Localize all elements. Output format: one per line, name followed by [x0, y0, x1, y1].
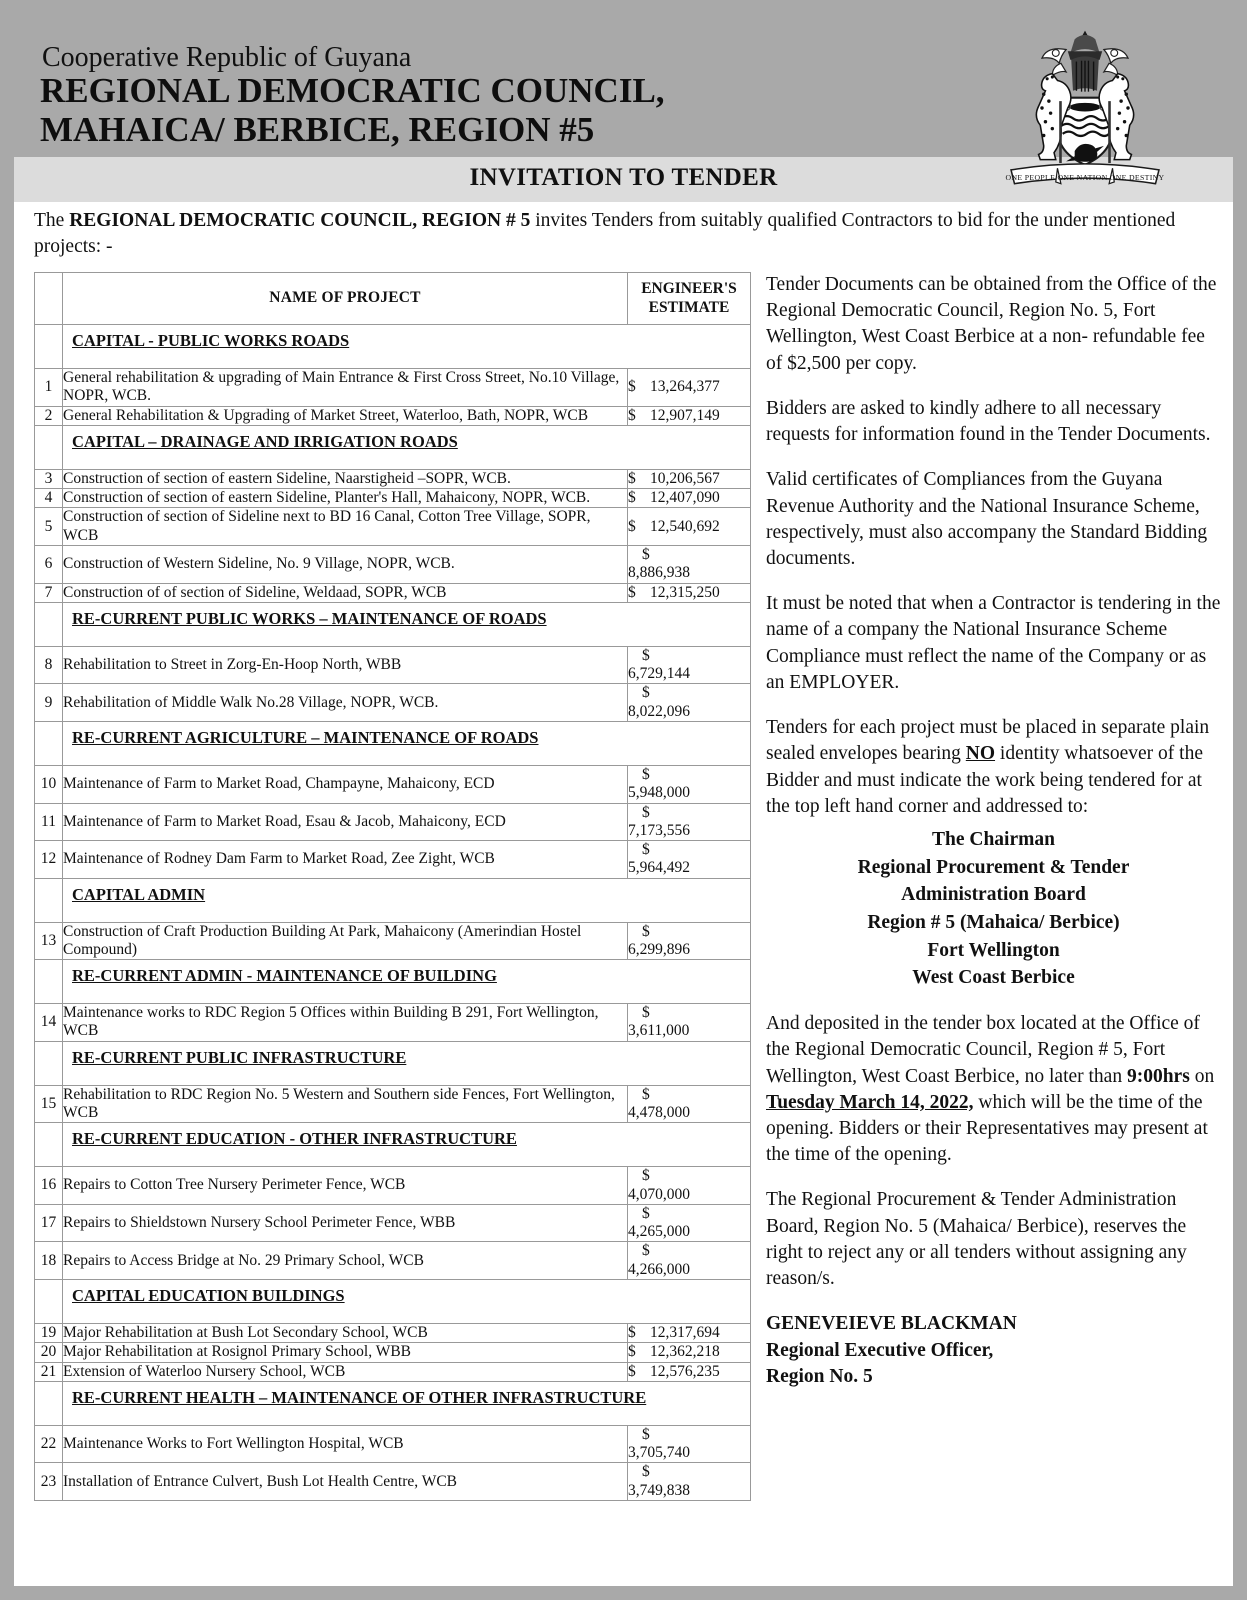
category-label-cell: [63, 1280, 751, 1324]
estimate-amount: 6,729,144: [628, 665, 690, 683]
notice-deposit-on: on: [1189, 1065, 1215, 1087]
estimate-amount: 12,407,090: [650, 489, 720, 507]
project-name-cell: Rehabilitation of Middle Walk No.28 Village, NOPR, WCB.: [63, 684, 628, 722]
table-row: [35, 1425, 751, 1463]
notice-envelopes-part1: Tenders for each project must be placed in separate plain sealed envelopes bearing: [766, 717, 1210, 765]
project-name-cell: Installation of Entrance Culvert, Bush Lot Health Centre, WCB: [63, 1463, 628, 1501]
engineers-estimate-cell: [628, 508, 751, 546]
intro-bold-council: REGIONAL DEMOCRATIC COUNCIL, REGION # 5: [69, 210, 531, 231]
table-row: [35, 922, 751, 960]
engineers-estimate-cell: [628, 1343, 751, 1362]
estimate-amount: 12,907,149: [650, 406, 720, 424]
column-header-index: [35, 273, 63, 325]
table-category-row: [35, 721, 751, 765]
category-label: RE-CURRENT HEALTH – MAINTENANCE OF OTHER INFRASTRUCTURE: [72, 1387, 647, 1407]
table-row: [35, 508, 751, 546]
category-label-cell: [63, 878, 751, 922]
estimate-amount: 3,705,740: [628, 1444, 690, 1462]
category-label: RE-CURRENT AGRICULTURE – MAINTENANCE OF ROADS: [72, 727, 539, 747]
table-row: [35, 1167, 751, 1205]
currency-symbol: $: [642, 1004, 650, 1022]
table-row: [35, 1085, 751, 1123]
category-label: RE-CURRENT EDUCATION - OTHER INFRASTRUCTURE: [72, 1129, 517, 1149]
table-row: [35, 841, 751, 879]
engineers-estimate-cell: [628, 646, 751, 684]
guyana-coat-of-arms-icon: [999, 22, 1171, 194]
estimate-amount: 10,206,567: [650, 469, 720, 487]
estimate-amount: 8,022,096: [628, 702, 690, 720]
table-category-row: [35, 1381, 751, 1425]
address-line: Region # 5 (Mahaica/ Berbice): [867, 912, 1120, 933]
table-row: [35, 1004, 751, 1042]
table-row: [35, 1463, 751, 1501]
notice-no-identity-emphasis: NO: [965, 743, 996, 765]
address-line: Administration Board: [901, 884, 1086, 906]
currency-symbol: $: [642, 841, 650, 859]
table-row: [35, 765, 751, 803]
estimate-amount: 5,964,492: [628, 859, 690, 877]
engineers-estimate-cell: [628, 1425, 751, 1463]
table-row: [35, 469, 751, 488]
address-line: The Chairman: [932, 828, 1055, 850]
currency-symbol: $: [642, 545, 650, 563]
row-index-cell: 2: [35, 406, 63, 425]
table-row: [35, 583, 751, 602]
estimate-amount: 4,266,000: [628, 1260, 690, 1278]
signature-block: [766, 1311, 1221, 1391]
category-label: RE-CURRENT PUBLIC WORKS – MAINTENANCE OF ROADS: [72, 608, 547, 628]
row-index-cell: 15: [35, 1085, 63, 1123]
category-label-cell: [63, 1041, 751, 1085]
row-index-cell: 10: [35, 765, 63, 803]
category-label-cell: [63, 325, 751, 369]
currency-symbol: $: [642, 1167, 650, 1185]
currency-symbol: $: [642, 1463, 650, 1481]
engineers-estimate-cell: [628, 1324, 751, 1343]
engineers-estimate-cell: [628, 803, 751, 841]
estimate-amount: 4,265,000: [628, 1223, 690, 1241]
projects-table: [34, 272, 751, 1501]
country-name: Cooperative Republic of Guyana: [42, 42, 412, 73]
engineers-estimate-cell: [628, 841, 751, 879]
project-name-cell: Major Rehabilitation at Bush Lot Secondary School, WCB: [63, 1324, 628, 1343]
table-row: [35, 406, 751, 425]
projects-table-wrapper: [34, 272, 750, 1501]
engineers-estimate-cell: [628, 684, 751, 722]
project-name-cell: Repairs to Access Bridge at No. 29 Primary School, WCB: [63, 1242, 628, 1280]
engineers-estimate-cell: [628, 1085, 751, 1123]
row-index-cell: 5: [35, 508, 63, 546]
notice-company-nis: It must be noted that when a Contractor is tendering in the name of a company the National Insurance Scheme Compliance must reflect the name of the Company or as an EMPLOYER.: [766, 593, 1221, 693]
project-name-cell: Repairs to Shieldstown Nursery School Perimeter Fence, WBB: [63, 1204, 628, 1242]
project-name-cell: Maintenance of Farm to Market Road, Champayne, Mahaicony, ECD: [63, 765, 628, 803]
currency-symbol: $: [628, 469, 636, 487]
notice-compliance-certificates: Valid certificates of Compliances from the Guyana Revenue Authority and the National Insurance Scheme, respectively, must also accompany the Standard Bidding documents.: [766, 469, 1208, 569]
currency-symbol: $: [642, 1085, 650, 1103]
notice-deposit-part2: which will be the time of the opening. Bidders or their Representatives may present at the time of the opening.: [766, 1091, 1208, 1166]
row-index-cell: 12: [35, 841, 63, 879]
project-name-cell: Construction of section of eastern Sideline, Naarstigheid –SOPR, WCB.: [63, 469, 628, 488]
estimate-amount: 12,362,218: [650, 1343, 720, 1361]
estimate-amount: 8,886,938: [628, 564, 690, 582]
engineers-estimate-cell: [628, 1004, 751, 1042]
category-index-cell: [35, 721, 63, 765]
category-label-cell: [63, 721, 751, 765]
address-line: West Coast Berbice: [912, 967, 1075, 989]
engineers-estimate-cell: [628, 583, 751, 602]
category-label: CAPITAL - PUBLIC WORKS ROADS: [72, 331, 350, 350]
organization-title-line2: MAHAICA/ BERBICE, REGION #5: [40, 110, 595, 150]
engineers-estimate-cell: [628, 765, 751, 803]
row-index-cell: 18: [35, 1242, 63, 1280]
table-row: [35, 489, 751, 508]
currency-symbol: $: [628, 406, 636, 424]
estimate-amount: 12,576,235: [650, 1362, 720, 1380]
table-category-row: [35, 1123, 751, 1167]
table-row: [35, 545, 751, 583]
row-index-cell: 19: [35, 1324, 63, 1343]
table-row: [35, 1324, 751, 1343]
notice-deadline-time: 9:00hrs: [1126, 1065, 1190, 1087]
category-label: CAPITAL EDUCATION BUILDINGS: [72, 1286, 345, 1305]
table-row: [35, 1362, 751, 1381]
table-body: [35, 325, 751, 1501]
project-name-cell: Construction of section of Sideline next to BD 16 Canal, Cotton Tree Village, SOPR, WCB: [63, 508, 628, 546]
row-index-cell: 13: [35, 922, 63, 960]
project-name-cell: Construction of Craft Production Building At Park, Mahaicony (Amerindian Hostel Compound): [63, 922, 628, 960]
currency-symbol: $: [642, 684, 650, 702]
notices-column: [766, 272, 1221, 1410]
currency-symbol: $: [628, 583, 636, 601]
engineers-estimate-line2: ESTIMATE: [648, 298, 730, 316]
estimate-amount: 12,317,694: [650, 1324, 720, 1341]
project-name-cell: Construction of of section of Sideline, Weldaad, SOPR, WCB: [63, 583, 628, 602]
row-index-cell: 14: [35, 1004, 63, 1042]
category-index-cell: [35, 1041, 63, 1085]
table-row: [35, 1343, 751, 1362]
category-label-cell: [63, 425, 751, 469]
row-index-cell: 3: [35, 469, 63, 488]
notice-bidders-adhere: Bidders are asked to kindly adhere to all necessary requests for information found in the Tender Documents.: [766, 397, 1211, 446]
currency-symbol: $: [642, 922, 650, 940]
category-index-cell: [35, 1381, 63, 1425]
estimate-amount: 7,173,556: [628, 821, 690, 839]
category-label: CAPITAL – DRAINAGE AND IRRIGATION ROADS: [72, 431, 458, 451]
currency-symbol: $: [642, 646, 650, 664]
engineers-estimate-cell: [628, 1463, 751, 1501]
currency-symbol: $: [628, 489, 636, 507]
signatory-title: Regional Executive Officer,: [766, 1339, 994, 1361]
organization-title-line1: REGIONAL DEMOCRATIC COUNCIL,: [40, 71, 665, 110]
project-name-cell: Major Rehabilitation at Rosignol Primary School, WBB: [63, 1343, 628, 1362]
address-line: Regional Procurement & Tender: [857, 856, 1130, 878]
currency-symbol: $: [628, 378, 636, 396]
notice-tender-documents: Tender Documents can be obtained from the Office of the Regional Democratic Council, Region No. 5, Fort Wellington, West Coast Berbice at a non- refundable fee of $2,500 per copy.: [766, 274, 1217, 374]
engineers-estimate-cell: [628, 1204, 751, 1242]
table-category-row: [35, 960, 751, 1004]
table-row: [35, 684, 751, 722]
notice-envelopes-part2: identity whatsoever of the Bidder and must indicate the work being tendered for at the top left hand corner and addressed to:: [766, 743, 1203, 817]
signatory-region: Region No. 5: [766, 1366, 873, 1388]
engineers-estimate-cell: [628, 922, 751, 960]
table-category-row: [35, 602, 751, 646]
project-name-cell: Maintenance Works to Fort Wellington Hospital, WCB: [63, 1425, 628, 1463]
currency-symbol: $: [628, 1362, 636, 1380]
notice-reject-rights: The Regional Procurement & Tender Administration Board, Region No. 5 (Mahaica/ Berbice), reserves the right to reject any or all tenders without assigning any reason/s.: [766, 1189, 1187, 1290]
currency-symbol: $: [642, 765, 650, 783]
row-index-cell: 23: [35, 1463, 63, 1501]
estimate-amount: 3,749,838: [628, 1481, 690, 1499]
notice-deadline-date: Tuesday March 14, 2022,: [766, 1091, 974, 1113]
table-row: [35, 1242, 751, 1280]
category-label-cell: [63, 960, 751, 1004]
table-row: [35, 369, 751, 407]
engineers-estimate-cell: [628, 545, 751, 583]
estimate-amount: 6,299,896: [628, 940, 690, 958]
engineers-estimate-cell: [628, 489, 751, 508]
table-category-row: [35, 1280, 751, 1324]
category-label-cell: [63, 1381, 751, 1425]
row-index-cell: 11: [35, 803, 63, 841]
engineers-estimate-line1: ENGINEER'S: [641, 280, 737, 298]
category-label-cell: [63, 602, 751, 646]
row-index-cell: 17: [35, 1204, 63, 1242]
engineers-estimate-cell: [628, 1362, 751, 1381]
address-line: Fort Wellington: [927, 939, 1060, 961]
category-index-cell: [35, 960, 63, 1004]
estimate-amount: 12,315,250: [650, 583, 720, 601]
currency-symbol: $: [628, 1343, 636, 1361]
project-name-cell: Rehabilitation to RDC Region No. 5 Western and Southern side Fences, Fort Wellington, WCB: [63, 1085, 628, 1123]
project-name-cell: Maintenance works to RDC Region 5 Offices within Building B 291, Fort Wellington, WCB: [63, 1004, 628, 1042]
category-label: CAPITAL ADMIN: [72, 884, 206, 904]
organization-title: [40, 71, 665, 149]
document-page: [14, 14, 1233, 1586]
tender-address-block: [766, 826, 1221, 992]
intro-suffix: invites Tenders from suitably qualified Contractors to bid for the under mentioned projects: -: [34, 210, 1176, 257]
row-index-cell: 1: [35, 369, 63, 407]
category-index-cell: [35, 325, 63, 369]
intro-paragraph: [34, 208, 1216, 260]
project-name-cell: Extension of Waterloo Nursery School, WCB: [63, 1362, 628, 1381]
engineers-estimate-cell: [628, 1167, 751, 1205]
estimate-amount: 12,540,692: [650, 517, 720, 535]
estimate-amount: 4,478,000: [628, 1104, 690, 1122]
engineers-estimate-cell: [628, 406, 751, 425]
category-index-cell: [35, 878, 63, 922]
currency-symbol: $: [642, 1425, 650, 1443]
estimate-amount: 5,948,000: [628, 784, 690, 802]
currency-symbol: $: [628, 1324, 636, 1341]
engineers-estimate-cell: [628, 369, 751, 407]
table-header-row: [35, 273, 751, 325]
row-index-cell: 20: [35, 1343, 63, 1362]
currency-symbol: $: [642, 1242, 650, 1260]
column-header-name-of-project: NAME OF PROJECT: [63, 273, 628, 325]
row-index-cell: 4: [35, 489, 63, 508]
table-category-row: [35, 878, 751, 922]
row-index-cell: 9: [35, 684, 63, 722]
category-label: RE-CURRENT PUBLIC INFRASTRUCTURE: [72, 1047, 407, 1067]
table-row: [35, 1204, 751, 1242]
notice-sealed-envelopes: [766, 715, 1221, 820]
row-index-cell: 21: [35, 1362, 63, 1381]
emblem-motto-text: ONE PEOPLE ONE NATION ONE DESTINY: [1005, 173, 1165, 183]
estimate-amount: 3,611,000: [628, 1022, 690, 1040]
invitation-banner-title: INVITATION TO TENDER: [469, 164, 778, 191]
project-name-cell: Construction of Western Sideline, No. 9 Village, NOPR, WCB.: [63, 545, 628, 583]
engineers-estimate-cell: [628, 1242, 751, 1280]
engineers-estimate-cell: [628, 469, 751, 488]
row-index-cell: 22: [35, 1425, 63, 1463]
category-index-cell: [35, 1280, 63, 1324]
project-name-cell: Maintenance of Farm to Market Road, Esau & Jacob, Mahaicony, ECD: [63, 803, 628, 841]
currency-symbol: $: [642, 1204, 650, 1222]
table-row: [35, 803, 751, 841]
currency-symbol: $: [628, 517, 636, 535]
row-index-cell: 7: [35, 583, 63, 602]
currency-symbol: $: [642, 803, 650, 821]
signatory-name: GENEVEIEVE BLACKMAN: [766, 1313, 1017, 1335]
intro-prefix: The: [34, 210, 70, 231]
project-name-cell: General Rehabilitation & Upgrading of Market Street, Waterloo, Bath, NOPR, WCB: [63, 406, 628, 425]
table-row: [35, 646, 751, 684]
category-index-cell: [35, 1123, 63, 1167]
row-index-cell: 6: [35, 545, 63, 583]
row-index-cell: 8: [35, 646, 63, 684]
table-category-row: [35, 1041, 751, 1085]
column-header-engineers-estimate: [628, 273, 751, 325]
row-index-cell: 16: [35, 1167, 63, 1205]
project-name-cell: Rehabilitation to Street in Zorg-En-Hoop North, WBB: [63, 646, 628, 684]
project-name-cell: General rehabilitation & upgrading of Main Entrance & First Cross Street, No.10 Village, NOPR, WCB.: [63, 369, 628, 407]
category-label: RE-CURRENT ADMIN - MAINTENANCE OF BUILDING: [72, 966, 497, 986]
table-category-row: [35, 425, 751, 469]
category-index-cell: [35, 425, 63, 469]
project-name-cell: Repairs to Cotton Tree Nursery Perimeter Fence, WCB: [63, 1167, 628, 1205]
estimate-amount: 13,264,377: [650, 378, 720, 396]
project-name-cell: Construction of section of eastern Sideline, Planter's Hall, Mahaicony, NOPR, WCB.: [63, 489, 628, 508]
table-category-row: [35, 325, 751, 369]
category-label-cell: [63, 1123, 751, 1167]
project-name-cell: Maintenance of Rodney Dam Farm to Market Road, Zee Zight, WCB: [63, 841, 628, 879]
category-index-cell: [35, 602, 63, 646]
notice-deposit-deadline: [766, 1011, 1221, 1168]
estimate-amount: 4,070,000: [628, 1185, 690, 1203]
notice-deposit-part1: And deposited in the tender box located at the Office of the Regional Democratic Council, Region # 5, Fort Wellington, West Coast Berbice, no later than: [766, 1013, 1200, 1087]
